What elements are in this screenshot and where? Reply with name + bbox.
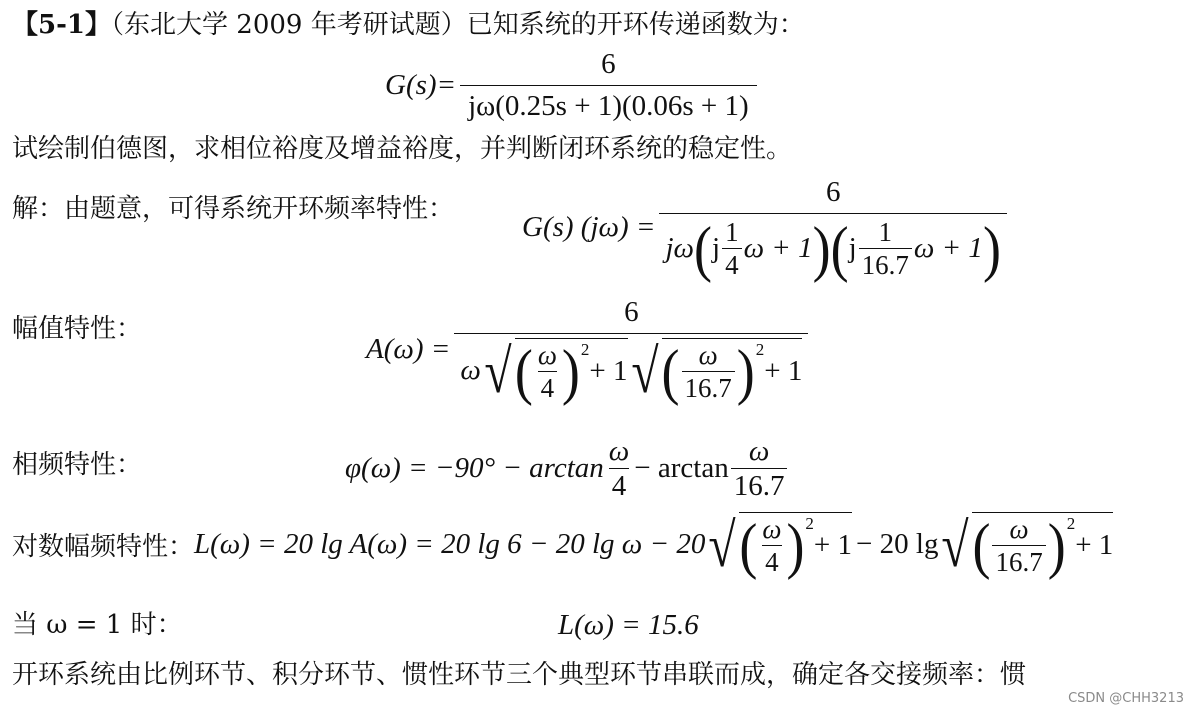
problem-number: 5-1 bbox=[38, 10, 85, 40]
log-a-den: 4 bbox=[762, 545, 782, 576]
radical-sign-2: √ bbox=[630, 337, 659, 406]
freq-w2: ω + 1 bbox=[913, 232, 983, 265]
freq-f2-num: 1 bbox=[878, 217, 893, 247]
log-sqrt-1 bbox=[705, 511, 853, 581]
freq-inner-fraction-2 bbox=[859, 218, 912, 280]
log-fraction-b bbox=[992, 515, 1045, 577]
phase-fraction-1 bbox=[606, 436, 632, 502]
log-sqrt-body-2 bbox=[972, 511, 1114, 581]
amplitude-fraction bbox=[454, 296, 808, 407]
log-b-num: ω bbox=[1009, 514, 1029, 544]
log-fraction-a bbox=[759, 515, 784, 577]
when-value: L(ω) = 15.6 bbox=[558, 609, 699, 641]
solution-intro: 解：由题意，可得系统开环频率特性： bbox=[12, 194, 455, 224]
log-b-den: 16.7 bbox=[992, 545, 1045, 576]
bracket-close: 】 bbox=[85, 10, 112, 40]
amplitude-lhs: A(ω) = bbox=[366, 332, 451, 365]
log-amplitude-equation bbox=[12, 511, 1114, 581]
log-paren-b-close: ) bbox=[1047, 511, 1066, 581]
phase-f2-num: ω bbox=[748, 435, 770, 467]
log-b-square: 2 bbox=[1066, 513, 1076, 533]
amplitude-w: ω bbox=[460, 353, 481, 386]
freq-denominator bbox=[659, 213, 1006, 284]
sqrt-body-2 bbox=[661, 337, 803, 407]
sqrt-1 bbox=[481, 337, 628, 407]
log-radical-2: √ bbox=[941, 511, 970, 580]
amp-b-den: 16.7 bbox=[682, 371, 735, 402]
paren-close-2: ) bbox=[982, 214, 1001, 284]
freq-inner-fraction-1 bbox=[722, 218, 742, 280]
last-line-text: 开环系统由比例环节、积分环节、惯性环节三个典型环节串联而成，确定各交接频率：惯 bbox=[12, 660, 1027, 690]
transfer-fraction bbox=[460, 48, 757, 123]
freq-w1: ω + 1 bbox=[743, 232, 813, 265]
amp-b-plus1: + 1 bbox=[764, 355, 803, 388]
problem-source: （东北大学 2009 年考研试题） bbox=[111, 10, 467, 40]
freq-j2: j bbox=[848, 232, 857, 265]
amp-fraction-a bbox=[535, 341, 560, 403]
phase-label: 相频特性： bbox=[12, 450, 143, 480]
amp-fraction-b bbox=[682, 341, 735, 403]
amp-a-plus1: + 1 bbox=[589, 355, 628, 388]
freq-j1: j bbox=[712, 232, 721, 265]
freq-f1-den: 4 bbox=[722, 248, 742, 279]
phase-f1-den: 4 bbox=[609, 468, 630, 501]
amp-a-den: 4 bbox=[538, 371, 558, 402]
log-radical-1: √ bbox=[708, 511, 736, 580]
log-paren-a-open: ( bbox=[739, 511, 758, 581]
transfer-function-equation bbox=[385, 48, 761, 123]
transfer-numerator: 6 bbox=[601, 48, 616, 80]
amp-a-num: ω bbox=[537, 340, 557, 370]
amplitude-numerator: 6 bbox=[624, 296, 639, 328]
log-b-plus1: + 1 bbox=[1075, 529, 1114, 562]
when-label: 当 ω = 1 时： bbox=[12, 610, 183, 640]
paren-open-1: ( bbox=[694, 214, 712, 284]
log-expr: L(ω) = 20 lg A(ω) = 20 lg 6 − 20 lg ω − 20 bbox=[194, 527, 706, 560]
radical-sign-1: √ bbox=[484, 337, 512, 406]
freq-f2-den: 16.7 bbox=[859, 248, 912, 279]
log-paren-b-open: ( bbox=[972, 511, 991, 581]
log-sqrt-body-1 bbox=[739, 511, 853, 581]
phase-lhs: φ(ω) = −90° − arctan bbox=[345, 452, 604, 485]
bracket-open: 【 bbox=[12, 10, 39, 40]
paren-b-close: ) bbox=[736, 337, 755, 407]
amp-b-square: 2 bbox=[755, 339, 765, 359]
transfer-lhs: G(s)= bbox=[385, 69, 457, 101]
task-text: 试绘制伯德图，求相位裕度及增益裕度，并判断闭环系统的稳定性。 bbox=[12, 134, 793, 164]
paren-b-open: ( bbox=[661, 337, 680, 407]
sqrt-body-1 bbox=[514, 337, 628, 407]
transfer-denominator: jω(0.25s + 1)(0.06s + 1) bbox=[460, 85, 757, 123]
watermark: CSDN @CHH3213 bbox=[1068, 691, 1184, 706]
problem-header bbox=[12, 12, 805, 38]
log-paren-a-close: ) bbox=[786, 511, 805, 581]
problem-statement: 已知系统的开环传递函数为： bbox=[466, 10, 805, 40]
sqrt-2 bbox=[628, 337, 803, 407]
frequency-characteristic-equation bbox=[522, 176, 1011, 284]
paren-open-2: ( bbox=[830, 214, 849, 284]
paren-close-1: ) bbox=[812, 214, 831, 284]
amplitude-label: 幅值特性： bbox=[12, 314, 143, 344]
freq-den-jw: jω bbox=[665, 232, 695, 265]
log-label: 对数幅频特性： bbox=[12, 531, 195, 562]
freq-numerator: 6 bbox=[825, 176, 841, 208]
phase-f2-den: 16.7 bbox=[731, 468, 788, 501]
amplitude-denominator bbox=[454, 333, 808, 407]
log-a-square: 2 bbox=[805, 513, 814, 533]
freq-f1-num: 1 bbox=[725, 217, 739, 247]
freq-fraction bbox=[659, 176, 1006, 284]
log-sqrt-2 bbox=[938, 511, 1114, 581]
paren-a-close: ) bbox=[561, 337, 580, 407]
amp-a-square: 2 bbox=[580, 339, 590, 359]
paren-a-open: ( bbox=[514, 337, 533, 407]
amplitude-equation bbox=[366, 296, 812, 407]
phase-fraction-2 bbox=[731, 436, 788, 502]
freq-lhs: G(s) (jω) = bbox=[522, 211, 656, 244]
phase-mid: − arctan bbox=[634, 452, 729, 485]
log-a-plus1: + 1 bbox=[813, 529, 853, 562]
phase-f1-num: ω bbox=[608, 435, 630, 467]
log-mid: − 20 lg bbox=[856, 527, 939, 560]
amp-b-num: ω bbox=[698, 340, 718, 370]
phase-equation bbox=[345, 436, 789, 502]
log-a-num: ω bbox=[762, 514, 782, 544]
